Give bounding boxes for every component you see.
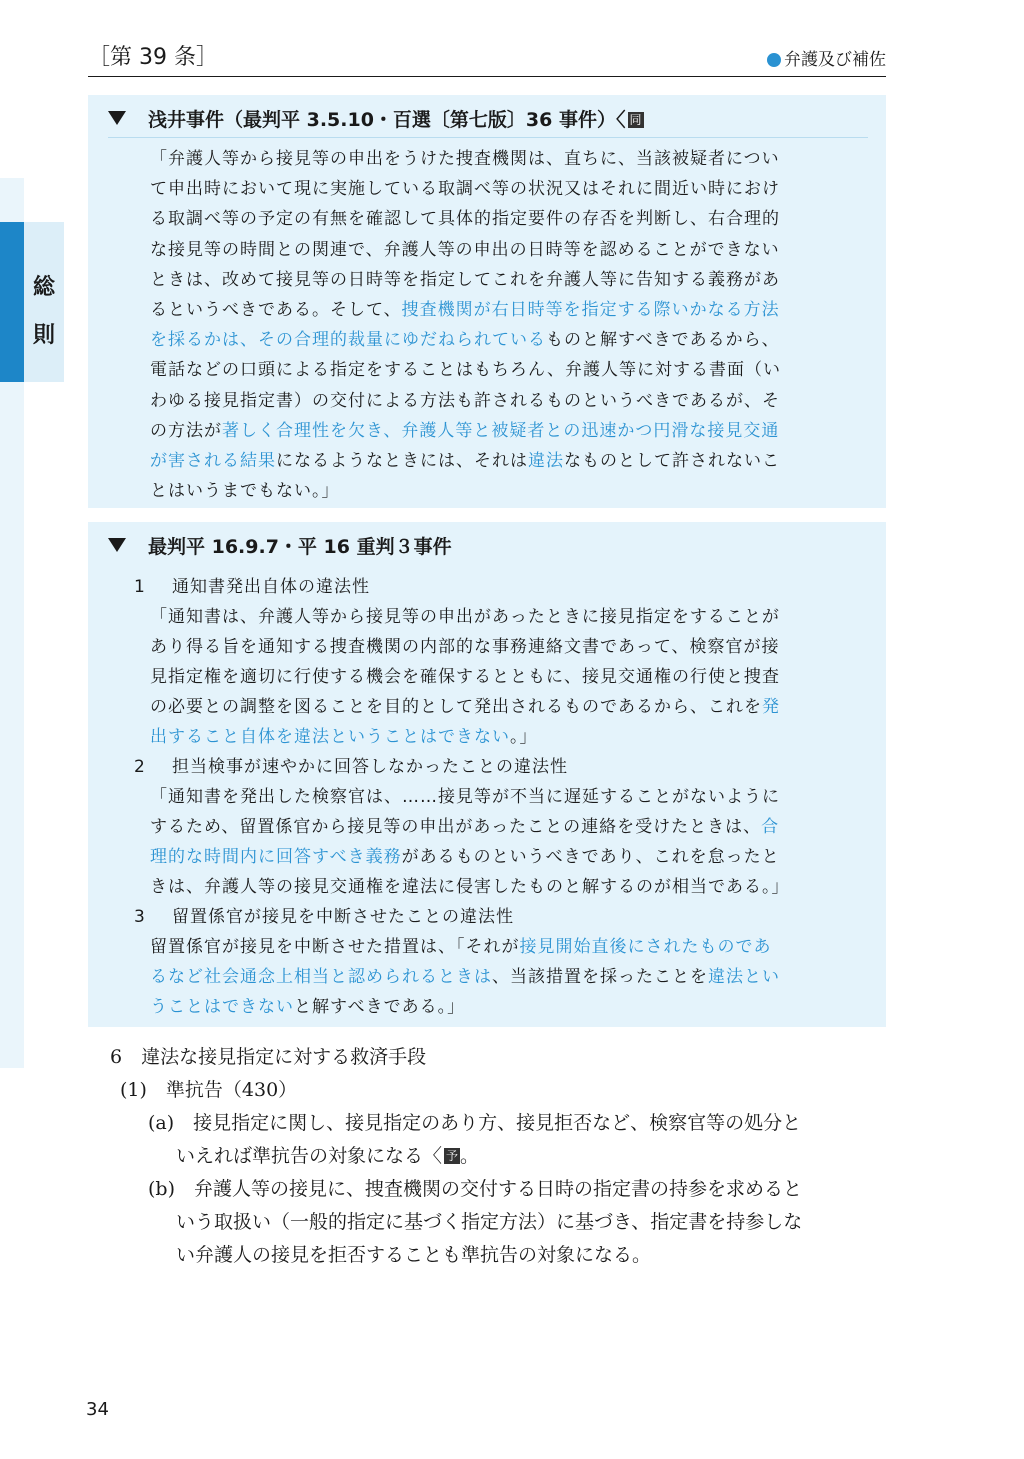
- text-segment: あり得る旨を通知する捜査機関の内部的な事務連絡文書であって、検察官が接: [150, 637, 780, 657]
- text-line: [150, 476, 781, 506]
- triangle-marker-icon: [108, 538, 126, 552]
- item-heading: [134, 572, 790, 602]
- paragraph-line: い弁護人の接見を拒否することも準抗告の対象になる。: [176, 1244, 652, 1266]
- chapter-label: [767, 49, 886, 71]
- text-segment: ものと解すべきであるから、: [546, 330, 780, 351]
- text-line: [134, 872, 790, 902]
- text-segment: なものとして許されないこ: [564, 450, 780, 471]
- highlighted-text: 出すること自体を違法ということはできない: [150, 727, 510, 747]
- text-line: [150, 295, 781, 325]
- highlighted-text: 理的な時間内に回答すべき義務: [150, 847, 402, 867]
- text-line: [134, 662, 790, 692]
- text-segment: があるものというべきであり、これを怠ったと: [401, 847, 780, 867]
- case-title-text: 最判平 16.9.7・平 16 重判３事件: [148, 536, 452, 558]
- text-segment: る取調べ等の予定の有無を確認して具体的指定要件の存否を判断し、右合理的: [150, 209, 780, 230]
- tag-prefix-icon: 〈: [616, 109, 626, 131]
- highlighted-text: 捜査機関が右日時等を指定する際いかなる方法: [401, 299, 780, 320]
- highlighted-text: 違法とい: [708, 967, 780, 987]
- text-segment: な接見等の時間との関連で、弁護人等の申出の日時等を認めることができない: [150, 239, 780, 260]
- text-line: [150, 204, 781, 234]
- text-line: [134, 602, 790, 632]
- text-segment: ときは、改めて接見等の日時等を指定してこれを弁護人等に告知する義務があ: [150, 269, 780, 290]
- highlighted-text: 著しく合理性を欠き、弁護人等と被疑者との迅速かつ円滑な接見交通: [222, 420, 780, 441]
- text-segment: 。」: [510, 727, 538, 747]
- item-heading: [134, 752, 790, 782]
- text-line: [150, 235, 781, 265]
- subsection-heading: (1) 準抗告（430）: [120, 1079, 298, 1101]
- text-segment: 留置係官が接見を中断させた措置は、「それが: [150, 937, 520, 957]
- section-heading: 6 違法な接見指定に対する救済手段: [110, 1046, 427, 1068]
- page-number: 34: [86, 1399, 109, 1420]
- text-segment: 見指定権を適切に行使する機会を確保するとともに、接見交通権の行使と捜査: [150, 667, 780, 687]
- text-line: [134, 842, 790, 872]
- text-line: [134, 722, 790, 752]
- triangle-marker-icon: [108, 111, 126, 125]
- text-line: [134, 632, 790, 662]
- highlighted-text: 発: [762, 697, 780, 717]
- case-quote: [150, 144, 781, 506]
- case-title-text: 浅井事件（最判平 3.5.10・百選〔第七版〕36 事件）: [148, 109, 616, 131]
- highlighted-text: 違法: [528, 450, 564, 471]
- item-number: 3: [134, 907, 146, 927]
- text-segment: の方法が: [150, 420, 222, 441]
- text-segment: の必要との調整を図ることを目的として発出されるものであるから、これを: [150, 697, 762, 717]
- text-segment: 「弁護人等から接見等の申出をうけた捜査機関は、直ちに、当該被疑者につい: [150, 149, 780, 169]
- item-number: 1: [134, 577, 146, 597]
- side-tab-char: 総: [32, 275, 55, 300]
- text-segment: きは、弁護人等の接見交通権を違法に侵害したものと解するのが相当である。」: [150, 877, 790, 897]
- item-number: 2: [134, 757, 146, 777]
- item-heading-text: 留置係官が接見を中断させたことの違法性: [172, 907, 514, 927]
- paragraph-line: いう取扱い（一般的指定に基づく指定方法）に基づき、指定書を持参しな: [176, 1211, 803, 1233]
- text-line: [134, 992, 790, 1022]
- text-segment: て申出時において現に実施している取調べ等の状況又はそれに間近い時におけ: [150, 179, 780, 200]
- side-tab-marker: [0, 222, 24, 382]
- text-line: [150, 355, 781, 385]
- text-line: [150, 144, 781, 174]
- tag-badge: 同: [629, 113, 642, 127]
- highlighted-text: うことはできない: [150, 997, 294, 1017]
- item-heading: [134, 902, 790, 932]
- text-line: [150, 446, 781, 476]
- text-segment: るというべきである。そして、: [150, 299, 402, 320]
- highlighted-text: 接見開始直後にされたものであ: [519, 937, 772, 957]
- paragraph-line: (b) 弁護人等の接見に、捜査機関の交付する日時の指定書の持参を求めると: [148, 1178, 802, 1200]
- text-segment: 「通知書は、弁護人等から接見等の申出があったときに接見指定をすることが: [150, 607, 780, 627]
- text-segment: になるようなときには、それは: [276, 450, 528, 471]
- text-segment: わゆる接見指定書）の交付による方法も許されるものというべきであるが、そ: [150, 390, 780, 411]
- highlighted-text: るなど社会通念上相当と認められるときは: [150, 967, 492, 987]
- text-segment: とはいうまでもない。」: [150, 481, 340, 502]
- text-line: [134, 812, 790, 842]
- text-line: [134, 782, 790, 812]
- highlighted-text: が害される結果: [150, 450, 276, 471]
- side-tab-char: 則: [32, 323, 55, 348]
- text-segment: 「通知書を発出した検察官は、……接見等が不当に遅延することがないように: [150, 787, 780, 807]
- side-tab-label: [28, 264, 60, 360]
- text-line: [134, 692, 790, 722]
- text-line: [150, 174, 781, 204]
- chapter-title: 弁護及び補佐: [784, 50, 886, 70]
- text-segment: 、当該措置を採ったことを: [492, 967, 708, 987]
- text-segment: と解すべきである。」: [294, 997, 466, 1017]
- tag-prefix-icon: 〈: [423, 1145, 443, 1167]
- paragraph-line: (a) 接見指定に関し、接見指定のあり方、接見拒否など、検察官等の処分と: [148, 1112, 802, 1134]
- case-title: [108, 105, 868, 138]
- item-heading-text: 担当検事が速やかに回答しなかったことの違法性: [172, 757, 568, 777]
- case-items: [134, 572, 790, 1022]
- tag-badge: 予: [446, 1149, 459, 1163]
- text-line: [134, 962, 790, 992]
- text-line: [150, 265, 781, 295]
- article-number: ［第 39 条］: [88, 45, 218, 70]
- highlighted-text: 合: [761, 817, 780, 837]
- text-line: [150, 386, 781, 416]
- bullet-dot-icon: [767, 53, 781, 67]
- running-header: [88, 44, 886, 77]
- text-line: [150, 416, 781, 446]
- section-remedies: [110, 1041, 886, 1272]
- text-line: [134, 932, 790, 962]
- item-heading-text: 通知書発出自体の違法性: [172, 577, 370, 597]
- case-title: [108, 532, 868, 562]
- highlighted-text: を採るかは、その合理的裁量にゆだねられている: [150, 330, 546, 351]
- side-tab-text: [28, 264, 60, 360]
- text-segment: するため、留置係官から接見等の申出があったことの連絡を受けたときは、: [150, 817, 762, 837]
- text-line: [150, 325, 781, 355]
- paragraph-line: いえれば準抗告の対象になる〈 予 。: [176, 1145, 480, 1167]
- text-segment: 電話などの口頭による指定をすることはもちろん、弁護人等に対する書面（い: [150, 360, 782, 381]
